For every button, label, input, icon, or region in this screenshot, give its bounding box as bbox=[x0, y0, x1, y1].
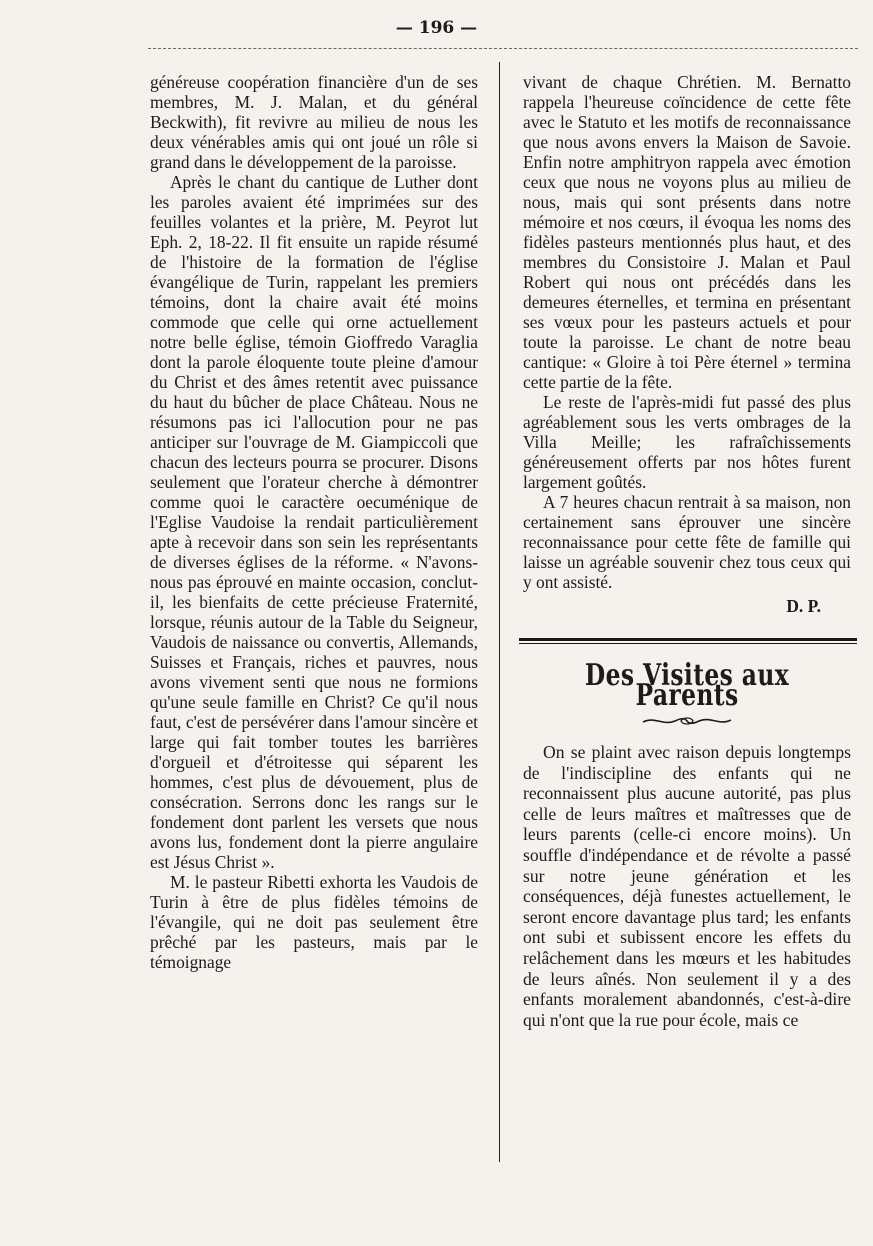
left-paragraph-2: Après le chant du cantique de Luther dont les paroles avaient été imprimées sur des feuilles volantes et la prière, M. Peyrot lut Eph. 2, 18-22. Il fit ensuite un rapide résumé de l'histoire de la formation de l'église évangélique de Turin, rappelant les premiers témoins, dont la chaire avait été moins commode que celle qui orne actuellement notre belle église, témoin Gioffredo Varaglia dont la parole éloquente toute pleine d'amour du Christ et des âmes retentit avec puissance du haut du bûcher de place Château. Nous ne résumons pas ici l'allocution pour ne pas anticiper sur l'ouvrage de M. Giampiccoli que chacun des lecteurs pourra se procurer. Disons seulement que l'orateur cherche à démontrer comme quoi le caractère oecuménique de l'Eglise Vaudoise la rendait particulièrement apte à recevoir dans son sein les représentants de diverses églises de la réforme. « N'avons-nous pas éprouvé en mainte occasion, conclut-il, les bienfaits de cette précieuse Fraternité, lorsque, réunis autour de la Table du Seigneur, Vaudois de naissance ou convertis, Allemands, Suisses et Français, riches et pauvres, nous avons vivement senti que nous ne formions qu'une seule famille en Christ? Ce qu'il nous faut, c'est de persévérer dans l'amour sincère et large qui fait tomber toutes les barrières d'orgueil et d'étroitesse qui séparent les hommes, c'est plus de dévouement, plus de consécration. Serrons donc les rangs sur le fondement dont parlent les versets que nous avons lus, fondement dont la pierre angulaire est Jésus Christ ». bbox=[150, 172, 478, 872]
left-column bbox=[150, 72, 478, 972]
section-rule bbox=[519, 638, 857, 644]
page-number: — 196 — bbox=[395, 18, 478, 38]
right-paragraph-3: A 7 heures chacun rentrait à sa maison, non certainement sans éprouver une sincère reconnaissance pour cette fête de famille qui laisse un agréable souvenir chez tous ceux qui y ont assisté. bbox=[523, 492, 851, 592]
column-divider bbox=[499, 62, 500, 1162]
left-paragraph-1: généreuse coopération financière d'un de ses membres, M. J. Malan, et du général Beckwith), fit revivre au milieu de nous les deux vénérables amis qui ont joué un rôle si grand dans le développement de la paroisse. bbox=[150, 72, 478, 172]
signature: D. P. bbox=[786, 596, 821, 616]
right-column bbox=[523, 72, 851, 1030]
left-paragraph-3: M. le pasteur Ribetti exhorta les Vaudois de Turin à être de plus fidèles témoins de l'évangile, qui ne doit pas seulement être prêché par les pasteurs, mais par le témoignage bbox=[150, 872, 478, 972]
article-title: Des Visites aux Parents bbox=[584, 658, 790, 713]
ornament-flourish-icon bbox=[641, 714, 733, 728]
header-rule bbox=[148, 48, 858, 49]
right-paragraph-1: vivant de chaque Chrétien. M. Bernatto rappela l'heureuse coïncidence de cette fête avec le Statuto et les motifs de reconnaissance que nous avons envers la Maison de Savoie. Enfin notre amphitryon rappela avec émotion ceux que nous ne voyons plus au milieu de nous, mais qui sont présents dans notre mémoire et nos cœurs, il évoqua les noms des fidèles pasteurs mentionnés plus haut, et des membres du Consistoire J. Malan et Paul Robert qui nous ont précédés dans les demeures éternelles, et termina en présentant ses vœux pour les pasteurs actuels et pour toute la paroisse. Le chant de notre beau cantique: « Gloire à toi Père éternel » termina cette partie de la fête. bbox=[523, 72, 851, 392]
article-paragraph: On se plaint avec raison depuis longtemps de l'indiscipline des enfants qui ne reconnaissent plus aucune autorité, pas plus celle de leurs maîtres et maîtresses que de leurs parents (celle-ci encore moins). Un souffle d'indépendance et de révolte a passé sur notre jeune génération et les conséquences, déjà funestes actuellement, le seront encore davantage plus tard; les enfants ont subi et subissent encore les effets du relâchement dans les mœurs et les habitudes de leurs aînés. Non seulement il y a des enfants moralement abandonnés, c'est-à-dire qui n'ont que la rue pour école, mais ce bbox=[523, 742, 851, 1030]
right-paragraph-2: Le reste de l'après-midi fut passé des plus agréablement sous les verts ombrages de la Villa Meille; les rafraîchissements généreusement offerts par nos hôtes furent largement goûtés. bbox=[523, 392, 851, 492]
article-body bbox=[523, 742, 851, 1030]
